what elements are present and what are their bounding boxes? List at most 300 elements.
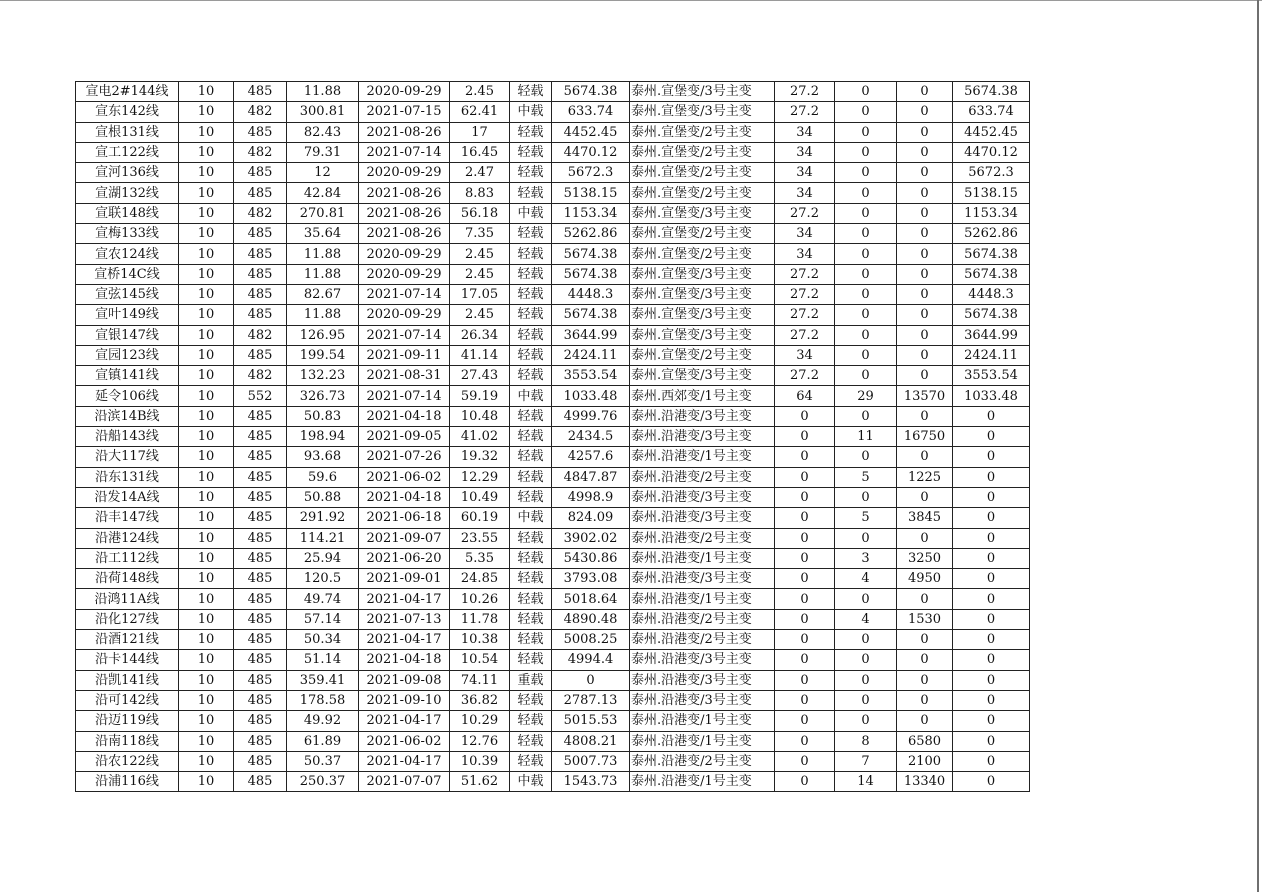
cell-capacity: 485	[234, 467, 287, 487]
cell-available: 5672.3	[953, 163, 1030, 183]
cell-transformer-value: 34	[775, 122, 835, 142]
cell-line-name: 沿船143线	[76, 427, 179, 447]
cell-load-rate: 59.19	[450, 386, 510, 406]
cell-available: 5674.38	[953, 82, 1030, 102]
cell-available: 2424.11	[953, 345, 1030, 365]
cell-count: 8	[835, 731, 897, 751]
cell-substation-transformer: 泰州.沿港变/3号主变	[630, 508, 775, 528]
cell-substation-transformer: 泰州.沿港变/3号主变	[630, 406, 775, 426]
cell-amount: 13570	[897, 386, 953, 406]
cell-available: 0	[953, 467, 1030, 487]
table-row	[76, 325, 1030, 345]
cell-line-name: 沿卡144线	[76, 650, 179, 670]
cell-load-status: 轻载	[510, 122, 552, 142]
cell-substation-transformer: 泰州.沿港变/3号主变	[630, 427, 775, 447]
cell-remaining-capacity: 4999.76	[552, 406, 630, 426]
cell-load: 359.41	[287, 670, 359, 690]
table-row	[76, 122, 1030, 142]
table-row	[76, 82, 1030, 102]
cell-line-name: 沿可142线	[76, 690, 179, 710]
cell-voltage: 10	[179, 183, 234, 203]
cell-available: 0	[953, 548, 1030, 568]
cell-load-rate: 41.02	[450, 427, 510, 447]
cell-count: 0	[835, 325, 897, 345]
cell-load-status: 轻载	[510, 183, 552, 203]
cell-load-status: 轻载	[510, 264, 552, 284]
cell-substation-transformer: 泰州.宣堡变/2号主变	[630, 345, 775, 365]
cell-date: 2021-07-07	[359, 772, 450, 792]
cell-substation-transformer: 泰州.沿港变/1号主变	[630, 711, 775, 731]
cell-load-status: 中载	[510, 102, 552, 122]
cell-load-rate: 2.47	[450, 163, 510, 183]
cell-voltage: 10	[179, 284, 234, 304]
cell-available: 0	[953, 609, 1030, 629]
cell-capacity: 552	[234, 386, 287, 406]
cell-load: 198.94	[287, 427, 359, 447]
cell-substation-transformer: 泰州.宣堡变/3号主变	[630, 203, 775, 223]
cell-capacity: 485	[234, 711, 287, 731]
table-row	[76, 447, 1030, 467]
cell-load-status: 轻载	[510, 690, 552, 710]
cell-load-rate: 10.49	[450, 487, 510, 507]
cell-date: 2021-07-13	[359, 609, 450, 629]
cell-date: 2021-06-02	[359, 467, 450, 487]
cell-load-status: 轻载	[510, 284, 552, 304]
cell-amount: 13340	[897, 772, 953, 792]
cell-substation-transformer: 泰州.沿港变/1号主变	[630, 447, 775, 467]
cell-load-rate: 8.83	[450, 183, 510, 203]
cell-count: 0	[835, 203, 897, 223]
cell-remaining-capacity: 5674.38	[552, 244, 630, 264]
cell-count: 0	[835, 122, 897, 142]
cell-substation-transformer: 泰州.宣堡变/3号主变	[630, 102, 775, 122]
cell-available: 633.74	[953, 102, 1030, 122]
cell-count: 0	[835, 690, 897, 710]
cell-date: 2021-04-17	[359, 711, 450, 731]
cell-capacity: 485	[234, 224, 287, 244]
cell-transformer-value: 0	[775, 772, 835, 792]
cell-count: 0	[835, 284, 897, 304]
table-row	[76, 548, 1030, 568]
cell-load: 132.23	[287, 366, 359, 386]
cell-transformer-value: 0	[775, 467, 835, 487]
cell-date: 2020-09-29	[359, 163, 450, 183]
cell-capacity: 485	[234, 264, 287, 284]
cell-transformer-value: 0	[775, 609, 835, 629]
cell-capacity: 485	[234, 305, 287, 325]
table-row	[76, 345, 1030, 365]
cell-load: 51.14	[287, 650, 359, 670]
cell-date: 2021-07-14	[359, 142, 450, 162]
cell-load: 93.68	[287, 447, 359, 467]
table-row	[76, 203, 1030, 223]
feeder-load-table	[75, 81, 1030, 792]
cell-load-status: 中载	[510, 772, 552, 792]
cell-remaining-capacity: 2787.13	[552, 690, 630, 710]
cell-voltage: 10	[179, 569, 234, 589]
cell-substation-transformer: 泰州.沿港变/2号主变	[630, 630, 775, 650]
cell-available: 4452.45	[953, 122, 1030, 142]
cell-substation-transformer: 泰州.宣堡变/2号主变	[630, 163, 775, 183]
cell-amount: 0	[897, 264, 953, 284]
cell-available: 0	[953, 711, 1030, 731]
cell-load-status: 重载	[510, 670, 552, 690]
cell-line-name: 沿港124线	[76, 528, 179, 548]
cell-transformer-value: 0	[775, 406, 835, 426]
table-row	[76, 467, 1030, 487]
cell-line-name: 延令106线	[76, 386, 179, 406]
cell-capacity: 485	[234, 630, 287, 650]
cell-available: 0	[953, 406, 1030, 426]
cell-substation-transformer: 泰州.宣堡变/2号主变	[630, 122, 775, 142]
cell-line-name: 宣叶149线	[76, 305, 179, 325]
table-row	[76, 630, 1030, 650]
cell-load: 11.88	[287, 244, 359, 264]
table-row	[76, 284, 1030, 304]
cell-load-status: 轻载	[510, 548, 552, 568]
cell-capacity: 485	[234, 772, 287, 792]
cell-available: 1153.34	[953, 203, 1030, 223]
cell-available: 5674.38	[953, 244, 1030, 264]
cell-voltage: 10	[179, 487, 234, 507]
cell-date: 2021-07-15	[359, 102, 450, 122]
table-row	[76, 163, 1030, 183]
cell-transformer-value: 27.2	[775, 264, 835, 284]
cell-load-status: 轻载	[510, 163, 552, 183]
cell-load-status: 轻载	[510, 305, 552, 325]
cell-available: 3644.99	[953, 325, 1030, 345]
cell-substation-transformer: 泰州.沿港变/3号主变	[630, 690, 775, 710]
cell-amount: 0	[897, 670, 953, 690]
cell-remaining-capacity: 4470.12	[552, 142, 630, 162]
cell-available: 0	[953, 569, 1030, 589]
cell-load-rate: 62.41	[450, 102, 510, 122]
cell-transformer-value: 34	[775, 244, 835, 264]
cell-line-name: 沿荷148线	[76, 569, 179, 589]
cell-load-rate: 10.38	[450, 630, 510, 650]
cell-amount: 0	[897, 224, 953, 244]
cell-load-rate: 12.76	[450, 731, 510, 751]
cell-remaining-capacity: 4452.45	[552, 122, 630, 142]
cell-transformer-value: 34	[775, 224, 835, 244]
page-top-border	[0, 0, 1262, 1]
cell-load-rate: 24.85	[450, 569, 510, 589]
cell-amount: 0	[897, 284, 953, 304]
cell-date: 2021-08-31	[359, 366, 450, 386]
cell-capacity: 485	[234, 82, 287, 102]
cell-voltage: 10	[179, 508, 234, 528]
cell-count: 0	[835, 630, 897, 650]
cell-line-name: 宣根131线	[76, 122, 179, 142]
cell-capacity: 485	[234, 163, 287, 183]
cell-substation-transformer: 泰州.宣堡变/2号主变	[630, 142, 775, 162]
cell-count: 0	[835, 163, 897, 183]
cell-remaining-capacity: 5138.15	[552, 183, 630, 203]
cell-load-status: 轻载	[510, 589, 552, 609]
cell-substation-transformer: 泰州.沿港变/3号主变	[630, 487, 775, 507]
cell-remaining-capacity: 5007.73	[552, 751, 630, 771]
cell-load: 57.14	[287, 609, 359, 629]
cell-amount: 0	[897, 690, 953, 710]
cell-load-rate: 60.19	[450, 508, 510, 528]
cell-count: 0	[835, 305, 897, 325]
cell-count: 0	[835, 345, 897, 365]
cell-line-name: 沿工112线	[76, 548, 179, 568]
cell-load-status: 轻载	[510, 224, 552, 244]
cell-load: 25.94	[287, 548, 359, 568]
cell-capacity: 485	[234, 183, 287, 203]
cell-line-name: 宣银147线	[76, 325, 179, 345]
cell-load-rate: 10.48	[450, 406, 510, 426]
cell-amount: 0	[897, 406, 953, 426]
cell-capacity: 485	[234, 690, 287, 710]
cell-remaining-capacity: 4257.6	[552, 447, 630, 467]
cell-load-status: 轻载	[510, 731, 552, 751]
cell-date: 2021-04-17	[359, 630, 450, 650]
cell-remaining-capacity: 3793.08	[552, 569, 630, 589]
cell-voltage: 10	[179, 325, 234, 345]
cell-load-rate: 12.29	[450, 467, 510, 487]
cell-voltage: 10	[179, 102, 234, 122]
cell-transformer-value: 0	[775, 711, 835, 731]
cell-voltage: 10	[179, 406, 234, 426]
cell-load: 11.88	[287, 305, 359, 325]
cell-remaining-capacity: 5008.25	[552, 630, 630, 650]
cell-voltage: 10	[179, 772, 234, 792]
cell-substation-transformer: 泰州.宣堡变/2号主变	[630, 224, 775, 244]
cell-transformer-value: 0	[775, 731, 835, 751]
cell-line-name: 沿浦116线	[76, 772, 179, 792]
cell-voltage: 10	[179, 203, 234, 223]
table-row	[76, 427, 1030, 447]
cell-substation-transformer: 泰州.宣堡变/3号主变	[630, 325, 775, 345]
cell-amount: 0	[897, 366, 953, 386]
cell-date: 2021-07-14	[359, 325, 450, 345]
cell-amount: 4950	[897, 569, 953, 589]
cell-amount: 0	[897, 528, 953, 548]
cell-voltage: 10	[179, 467, 234, 487]
cell-available: 5138.15	[953, 183, 1030, 203]
cell-remaining-capacity: 5262.86	[552, 224, 630, 244]
cell-transformer-value: 27.2	[775, 284, 835, 304]
cell-remaining-capacity: 5018.64	[552, 589, 630, 609]
table-row	[76, 224, 1030, 244]
cell-transformer-value: 34	[775, 163, 835, 183]
cell-remaining-capacity: 2424.11	[552, 345, 630, 365]
cell-load-status: 轻载	[510, 528, 552, 548]
cell-load: 126.95	[287, 325, 359, 345]
cell-amount: 0	[897, 447, 953, 467]
cell-line-name: 沿酒121线	[76, 630, 179, 650]
cell-load-rate: 10.29	[450, 711, 510, 731]
cell-load: 50.88	[287, 487, 359, 507]
cell-load: 35.64	[287, 224, 359, 244]
cell-voltage: 10	[179, 751, 234, 771]
cell-load: 291.92	[287, 508, 359, 528]
cell-voltage: 10	[179, 589, 234, 609]
cell-date: 2021-04-18	[359, 406, 450, 426]
cell-capacity: 485	[234, 122, 287, 142]
cell-available: 0	[953, 670, 1030, 690]
cell-count: 0	[835, 366, 897, 386]
cell-line-name: 宣河136线	[76, 163, 179, 183]
cell-date: 2021-09-07	[359, 528, 450, 548]
cell-load-status: 轻载	[510, 467, 552, 487]
cell-transformer-value: 34	[775, 345, 835, 365]
cell-transformer-value: 27.2	[775, 366, 835, 386]
cell-line-name: 沿发14A线	[76, 487, 179, 507]
cell-load-rate: 10.39	[450, 751, 510, 771]
cell-line-name: 宣桥14C线	[76, 264, 179, 284]
cell-amount: 0	[897, 163, 953, 183]
cell-substation-transformer: 泰州.沿港变/2号主变	[630, 467, 775, 487]
cell-substation-transformer: 泰州.宣堡变/3号主变	[630, 366, 775, 386]
cell-capacity: 485	[234, 447, 287, 467]
cell-capacity: 485	[234, 650, 287, 670]
cell-voltage: 10	[179, 690, 234, 710]
cell-transformer-value: 0	[775, 548, 835, 568]
table-row	[76, 670, 1030, 690]
cell-count: 0	[835, 670, 897, 690]
cell-capacity: 482	[234, 102, 287, 122]
cell-load: 120.5	[287, 569, 359, 589]
cell-transformer-value: 0	[775, 427, 835, 447]
cell-date: 2021-09-11	[359, 345, 450, 365]
cell-remaining-capacity: 4448.3	[552, 284, 630, 304]
cell-line-name: 宣园123线	[76, 345, 179, 365]
cell-load-rate: 2.45	[450, 244, 510, 264]
cell-capacity: 485	[234, 345, 287, 365]
table-row	[76, 244, 1030, 264]
cell-date: 2021-04-17	[359, 751, 450, 771]
cell-amount: 0	[897, 82, 953, 102]
cell-voltage: 10	[179, 427, 234, 447]
cell-load: 79.31	[287, 142, 359, 162]
cell-load: 59.6	[287, 467, 359, 487]
cell-count: 3	[835, 548, 897, 568]
cell-line-name: 沿大117线	[76, 447, 179, 467]
cell-date: 2021-07-26	[359, 447, 450, 467]
cell-substation-transformer: 泰州.沿港变/3号主变	[630, 569, 775, 589]
cell-amount: 0	[897, 102, 953, 122]
cell-count: 4	[835, 569, 897, 589]
cell-load-status: 轻载	[510, 751, 552, 771]
table-row	[76, 711, 1030, 731]
cell-transformer-value: 64	[775, 386, 835, 406]
cell-date: 2021-07-14	[359, 386, 450, 406]
cell-remaining-capacity: 5430.86	[552, 548, 630, 568]
cell-load-rate: 19.32	[450, 447, 510, 467]
cell-load-rate: 2.45	[450, 305, 510, 325]
cell-capacity: 482	[234, 325, 287, 345]
table-row	[76, 264, 1030, 284]
table-row	[76, 487, 1030, 507]
cell-count: 0	[835, 711, 897, 731]
cell-voltage: 10	[179, 224, 234, 244]
cell-line-name: 宣东142线	[76, 102, 179, 122]
cell-voltage: 10	[179, 528, 234, 548]
cell-remaining-capacity: 5672.3	[552, 163, 630, 183]
cell-capacity: 482	[234, 142, 287, 162]
table-row	[76, 366, 1030, 386]
cell-count: 0	[835, 142, 897, 162]
cell-voltage: 10	[179, 731, 234, 751]
cell-capacity: 485	[234, 751, 287, 771]
cell-amount: 0	[897, 203, 953, 223]
cell-count: 5	[835, 508, 897, 528]
cell-substation-transformer: 泰州.沿港变/1号主变	[630, 548, 775, 568]
cell-count: 29	[835, 386, 897, 406]
cell-available: 0	[953, 528, 1030, 548]
cell-load-rate: 41.14	[450, 345, 510, 365]
cell-transformer-value: 0	[775, 447, 835, 467]
table-row	[76, 589, 1030, 609]
cell-load-status: 轻载	[510, 447, 552, 467]
cell-line-name: 宣联148线	[76, 203, 179, 223]
cell-voltage: 10	[179, 82, 234, 102]
cell-amount: 0	[897, 183, 953, 203]
table-row	[76, 609, 1030, 629]
cell-available: 0	[953, 690, 1030, 710]
cell-date: 2021-08-26	[359, 183, 450, 203]
cell-load-status: 轻载	[510, 427, 552, 447]
cell-load: 50.83	[287, 406, 359, 426]
cell-load-status: 轻载	[510, 609, 552, 629]
cell-load-status: 轻载	[510, 142, 552, 162]
cell-substation-transformer: 泰州.宣堡变/2号主变	[630, 183, 775, 203]
cell-amount: 1530	[897, 609, 953, 629]
cell-voltage: 10	[179, 630, 234, 650]
cell-capacity: 485	[234, 284, 287, 304]
cell-capacity: 482	[234, 366, 287, 386]
cell-voltage: 10	[179, 711, 234, 731]
cell-available: 5674.38	[953, 305, 1030, 325]
cell-count: 0	[835, 650, 897, 670]
cell-date: 2020-09-29	[359, 244, 450, 264]
cell-amount: 0	[897, 589, 953, 609]
cell-load-rate: 17	[450, 122, 510, 142]
cell-count: 0	[835, 447, 897, 467]
cell-remaining-capacity: 4847.87	[552, 467, 630, 487]
cell-amount: 0	[897, 650, 953, 670]
cell-remaining-capacity: 1543.73	[552, 772, 630, 792]
cell-date: 2021-09-01	[359, 569, 450, 589]
cell-available: 1033.48	[953, 386, 1030, 406]
cell-substation-transformer: 泰州.沿港变/1号主变	[630, 589, 775, 609]
cell-line-name: 沿农122线	[76, 751, 179, 771]
cell-load-status: 轻载	[510, 325, 552, 345]
cell-capacity: 485	[234, 731, 287, 751]
cell-load: 114.21	[287, 528, 359, 548]
cell-transformer-value: 27.2	[775, 305, 835, 325]
cell-load-rate: 11.78	[450, 609, 510, 629]
cell-load: 50.34	[287, 630, 359, 650]
cell-date: 2021-08-26	[359, 203, 450, 223]
cell-remaining-capacity: 4808.21	[552, 731, 630, 751]
cell-load-rate: 7.35	[450, 224, 510, 244]
cell-available: 0	[953, 427, 1030, 447]
cell-transformer-value: 27.2	[775, 82, 835, 102]
cell-line-name: 宣工122线	[76, 142, 179, 162]
cell-date: 2021-09-08	[359, 670, 450, 690]
cell-load-rate: 5.35	[450, 548, 510, 568]
cell-load-status: 轻载	[510, 487, 552, 507]
cell-line-name: 宣弦145线	[76, 284, 179, 304]
cell-load-status: 轻载	[510, 650, 552, 670]
cell-date: 2021-06-02	[359, 731, 450, 751]
cell-capacity: 485	[234, 508, 287, 528]
cell-load: 12	[287, 163, 359, 183]
